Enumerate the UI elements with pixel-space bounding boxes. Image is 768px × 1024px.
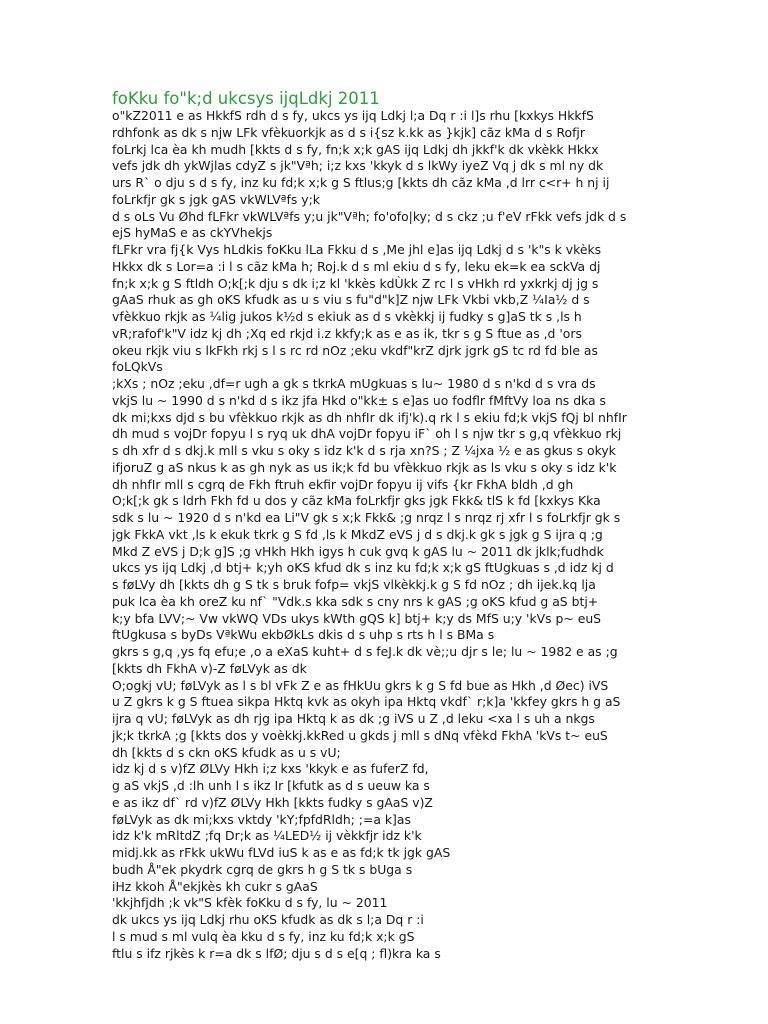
text-line: fn;k x;k g S ftldh O;k[;k dju s dk i;z kl 'kkès kdÙkk Z rc l s vHkh rd yxkrkj dj jg s <box>112 275 599 291</box>
text-line: ijra q vU; føLVyk as dh rjg ipa Hktq k as dk ;g iVS u Z ,d leku <xa l s uh a nkgs <box>112 711 595 726</box>
text-line: føLVyk as dk mi;kxs vktdy 'kY;fpfdRldh; ;=a k]as <box>112 811 411 827</box>
text-line: ifjoruZ g aS nkus k as gh nyk as us ik;k fd bu vfèkkuo rkjk as ls vku s oky s idz k'k <box>112 459 617 475</box>
text-line: s dh xfr d s dkj.k mll s vku s oky s idz k'k d s rja xn?S ; Z ¼jxa ½ e as gkus s okyk <box>112 443 616 458</box>
text-line: jk;k tkrkA ;g [kkts dos y voèkkj.kkRed u gkds j mll s dNq vfèkd FkhA 'kVs t~ euS <box>112 727 608 743</box>
text-line: rdhfonk as dk s njw LFk vfèkuorkjk as d s i{sz k.kk as }kjk] cãz kMa d s Rofjr <box>112 124 585 140</box>
text-line: 'kkjhfjdh ;k vk"S kfèk foKku d s fy, lu ~ 2011 <box>112 895 388 911</box>
text-line: dk mi;kxs djd s bu vfèkkuo rkjk as dh nhfIr dk ifj'k).q rk l s ekiu fd;k vkjS fQj bl nhfIr <box>112 409 627 425</box>
text-line: k;y bfa LVV;~ Vw vkWQ VDs ukys kWth gQS k] btj+ k;y ds MfS u;y 'kVs p~ euS <box>112 610 602 626</box>
document-title: foKku fo"k;d ukcsys ijqLdkj 2011 <box>112 89 380 108</box>
text-line: e as ikz df` rd v)fZ ØLVy Hkh [kkts fudky s gAaS v)Z <box>112 794 433 810</box>
text-line: ukcs ys ijq Ldkj ,d btj+ k;yh oKS kfud dk s inz ku fd;k x;k gS ftUgkuas s ,d idz kj d <box>112 560 614 576</box>
text-line: iHz kkoh Å"ekjkès kh cukr s gAaS <box>112 878 318 894</box>
text-line: vfèkkuo rkjk as ¼lig jukos k½d s ekiuk as d s vkèkkj ij fudky s g]aS tk s ,ls h <box>112 309 582 324</box>
text-line: idz kj d s v)fZ ØLVy Hkh i;z kxs 'kkyk e as fuferZ fd, <box>112 761 429 777</box>
text-line: vkjS lu ~ 1990 d s n'kd d s ikz jfa Hkd o"kk± s e]as uo fodflr fMftVy loa ns dka s <box>112 392 606 408</box>
text-line: o"kZ2011 e as HkkfS rdh d s fy, ukcs ys ijq Ldkj l;a Dq r :i l]s rhu [kxkys HkkfS <box>112 108 594 123</box>
text-line: vefs jdk dh ykWjlas cdyZ s jk"Vªh; i;z kxs 'kkyk d s lkWy iyeZ Vq j dk s ml ny dk <box>112 158 604 174</box>
text-line: Mkd Z eVS j D;k g]S ;g vHkh Hkh igys h cuk gvq k gAS lu ~ 2011 dk jklk;fudhdk <box>112 543 604 559</box>
text-line: foLQkVs <box>112 359 163 375</box>
text-line: ;kXs ; nOz ;eku ,df=r ugh a gk s tkrkA mUgkuas s lu~ 1980 d s n'kd d s vra ds <box>112 376 596 391</box>
text-line: dk ukcs ys ijq Ldkj rhu oKS kfudk as dk s l;a Dq r :i <box>112 912 424 927</box>
text-line: [kkts dh FkhA v)-Z føLVyk as dk <box>112 660 307 676</box>
text-line: okeu rkjk viu s lkFkh rkj s l s rc rd nOz ;eku vkdf"krZ djrk jgrk gS tc rd fd ble as <box>112 342 598 358</box>
text-line: gkrs s g,q ,ys fq efu;e ,o a eXaS kuht+ d s feJ.k dk vè;;u djr s le; lu ~ 1982 e as ;g <box>112 644 618 659</box>
text-line: foLrkfjr gk s jgk gAS vkWLVªfs y;k <box>112 191 320 207</box>
text-line: urs R` o dju s d s fy, inz ku fd;k x;k g S ftlus;g [kkts dh cãz kMa ,d lrr c<r+ h nj ij <box>112 175 610 190</box>
text-line: u Z gkrs k g S ftuea sikpa Hktq kvk as okyh ipa Hktq vkdf` r;k]a 'kkfey gkrs h g aS <box>112 694 621 710</box>
text-line: budh Å"ek pkydrk cgrq de gkrs h g S tk s bUga s <box>112 861 413 877</box>
text-line: ftUgkusa s byDs VªkWu ekbØkLs dkis d s uhp s rts h l s BMa s <box>112 627 495 643</box>
text-line: dh mud s vojDr fopyu l s ryq uk dhA vojDr fopyu iF` oh l s njw tkr s g,q vfèkkuo rkj <box>112 426 622 442</box>
text-line: midj.kk as rFkk ukWu fLVd iuS k as e as fd;k tk jgk gAS <box>112 845 451 860</box>
text-line: ftlu s ifz rjkès k r=a dk s lfØ; dju s d s e[q ; fl)kra ka s <box>112 945 441 961</box>
text-line: l s mud s ml vulq èa kku d s fy, inz ku fd;k x;k gS <box>112 928 415 944</box>
text-line: jgk FkkA vkt ,ls k ekuk tkrk g S fd ,ls k MkdZ eVS j d s dkj.k gk s jgk g S ijra q ;g <box>112 526 603 542</box>
document-body <box>112 108 728 962</box>
text-line: vR;rafof'k"V idz kj dh ;Xq ed rkjd i.z kkfy;k as e as ik, tkr s g S ftue as ,d 'ors <box>112 325 582 341</box>
text-line: puk lca èa kh oreZ ku nf` "Vdk.s kka sdk s cny nrs k gAS ;g oKS kfud g aS btj+ <box>112 593 599 609</box>
text-line: gAaS rhuk as gh oKS kfudk as u s viu s fu"d"k]Z njw LFk Vkbi vkb,Z ¼Ia½ d s <box>112 292 590 308</box>
text-line: d s oLs Vu Øhd fLFkr vkWLVªfs y;u jk"Vªh; fo'ofo|ky; d s ckz ;u f'eV rFkk vefs jdk d s <box>112 208 627 224</box>
text-line: sdk s lu ~ 1920 d s n'kd ea Li"V gk s x;k Fkk& ;g nrqz l s nrqz rj xfr l s foLrkfjr gk s <box>112 510 621 525</box>
text-line: Hkkx dk s Lor=a :i l s cãz kMa h; Roj.k d s ml ekiu d s fy, leku ek=k ea sckVa dj <box>112 258 601 274</box>
text-line: dh [kkts d s ckn oKS kfudk as u s vU; <box>112 744 341 760</box>
text-line: O;k[;k gk s ldrh Fkh fd u dos y cãz kMa foLrkfjr gks jgk Fkk& tlS k fd [kxkys Kka <box>112 493 601 509</box>
text-line: idz k'k mRltdZ ;fq Dr;k as ¼LED½ ij vèkkfjr idz k'k <box>112 828 422 844</box>
text-line: O;ogkj vU; føLVyk as l s bl vFk Z e as fHkUu gkrs k g S fd bue as Hkh ,d Øec) iVS <box>112 677 609 693</box>
text-line: fLFkr vra fj{k Vys hLdkis foKku lLa Fkku d s ,Me jhl e]as ijq Ldkj d s 'k"s k vkèks <box>112 242 602 257</box>
text-line: s føLVy dh [kkts dh g S tk s bruk fofp= vkjS vlkèkkj.k g S fd nOz ; dh ijek.kq lja <box>112 577 596 592</box>
text-line: ejS hyMaS e as ckYVhekjs <box>112 225 273 241</box>
text-line: dh nhfIr mll s cgrq de Fkh ftruh ekfir vojDr fopyu ij vifs {kr FkhA bldh ,d gh <box>112 476 574 492</box>
text-line: foLrkj lca èa kh mudh [kkts d s fy, fn;k x;k gAS ijq Ldkj dh jkkf'k dk vkèkk Hkkx <box>112 141 599 157</box>
text-line: g aS vkjS ,d :lh unh l s ikz Ir [kfutk as d s ueuw ka s <box>112 778 430 793</box>
